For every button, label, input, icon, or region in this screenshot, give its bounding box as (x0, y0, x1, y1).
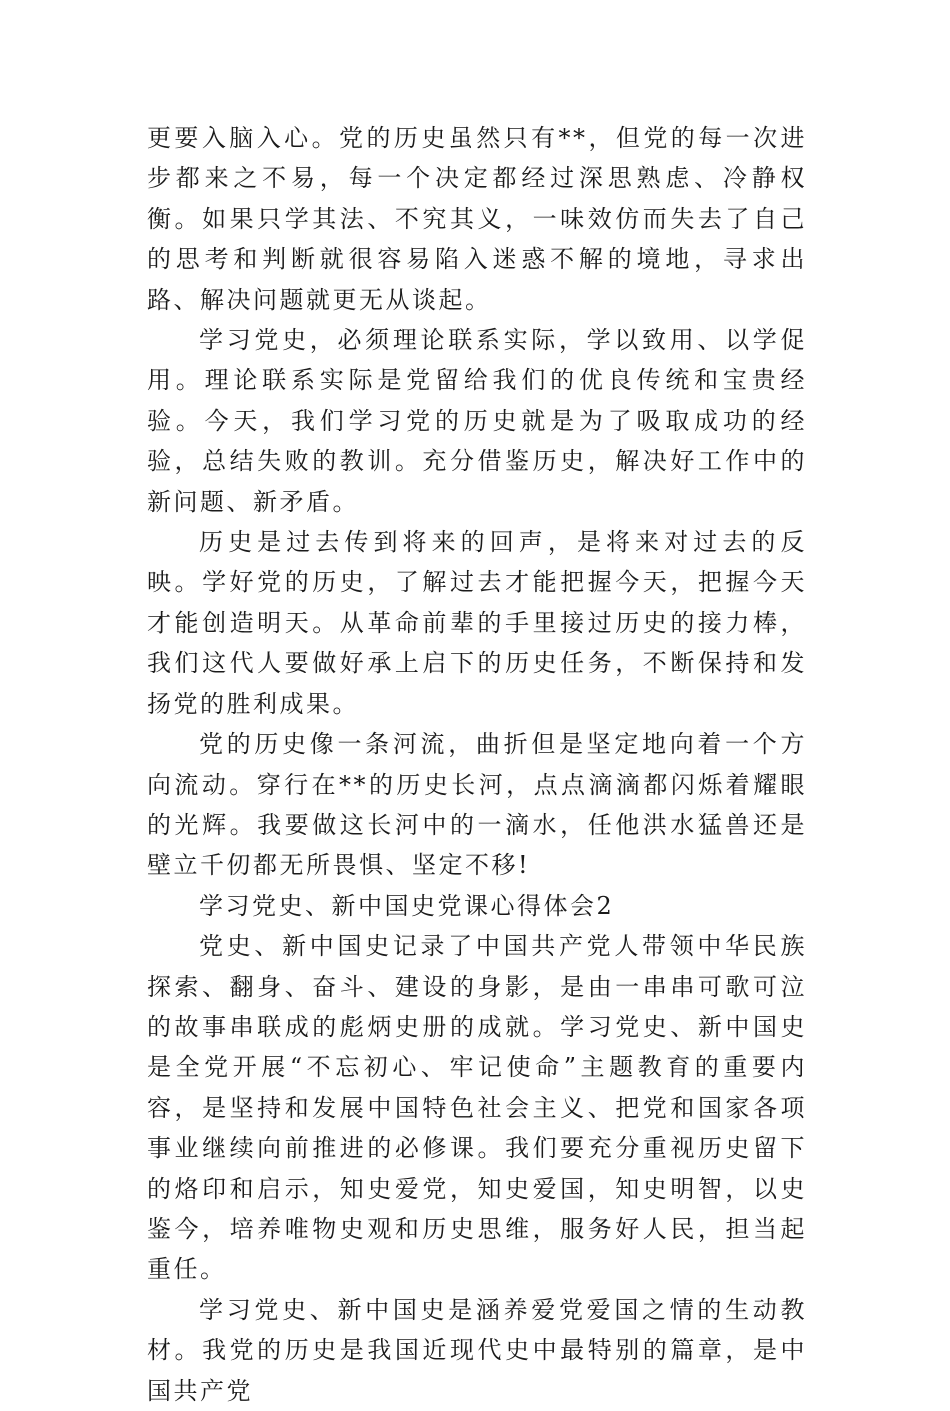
paragraph: 学习党史，必须理论联系实际，学以致用、以学促用。理论联系实际是党留给我们的优良传统和宝贵经验。今天，我们学习党的历史就是为了吸取成功的经验，总结失败的教训。充分借鉴历史，解决好工作中的新问题、新矛盾。 (147, 326, 807, 516)
section-title: 学习党史、新中国史党课心得体会2 (199, 891, 615, 920)
paragraph: 历史是过去传到将来的回声，是将来对过去的反映。学好党的历史，了解过去才能把握今天，把握今天才能创造明天。从革命前辈的手里接过历史的接力棒，我们这代人要做好承上启下的历史任务，不断保持和发扬党的胜利成果。 (147, 528, 807, 718)
paragraph: 更要入脑入心。党的历史虽然只有**，但党的每一次进步都来之不易，每一个决定都经过深思熟虑、冷静权衡。如果只学其法、不究其义，一味效仿而失去了自己的思考和判断就很容易陷入迷惑不解的境地，寻求出路、解决问题就更无从谈起。 (147, 124, 807, 314)
paragraph: 党史、新中国史记录了中国共产党人带领中华民族探索、翻身、奋斗、建设的身影，是由一串串可歌可泣的故事串联成的彪炳史册的成就。学习党史、新中国史是全党开展“不忘初心、牢记使命”主题教育的重要内容，是坚持和发展中国特色社会主义、把党和国家各项事业继续向前推进的必修课。我们要充分重视历史留下的烙印和启示，知史爱党，知史爱国，知史明智，以史鉴今，培养唯物史观和历史思维，服务好人民，担当起重任。 (147, 932, 807, 1284)
paragraph: 党的历史像一条河流，曲折但是坚定地向着一个方向流动。穿行在**的历史长河，点点滴滴都闪烁着耀眼的光辉。我要做这长河中的一滴水，任他洪水猛兽还是壁立千仞都无所畏惧、坚定不移! (147, 730, 807, 880)
paragraph: 学习党史、新中国史是涵养爱党爱国之情的生动教材。我党的历史是我国近现代史中最特别的篇章，是中国共产党 (147, 1295, 807, 1405)
document-page (147, 118, 807, 1411)
